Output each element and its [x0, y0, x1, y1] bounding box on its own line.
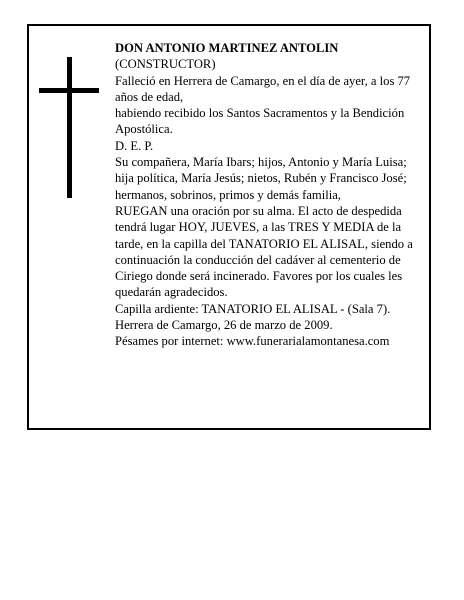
family-list: Su compañera, María Ibars; hijos, Antonio y María Luisa; hija política, María Jesús; nietos, Rubén y Francisco José; hermanos, sobrinos, primos y demás familia, [115, 155, 407, 202]
obituary-notice [27, 24, 431, 430]
condolences-line: Pésames por internet: www.funerarialamontanesa.com [115, 334, 390, 349]
cross-vertical-bar [67, 57, 72, 198]
rest-in-peace: D. E. P. [115, 138, 154, 153]
latin-cross-icon [39, 57, 99, 198]
chapel-line: Capilla ardiente: TANATORIO EL ALISAL - (Sala 7). [115, 301, 391, 316]
deceased-name: DON ANTONIO MARTINEZ ANTOLIN [115, 41, 339, 55]
place-date-line: Herrera de Camargo, 26 de marzo de 2009. [115, 318, 333, 333]
funeral-details: RUEGAN una oración por su alma. El acto de despedida tendrá lugar HOY, JUEVES, a las TRES Y MEDIA de la tarde, en la capilla del TANATORIO EL ALISAL, siendo a continuación la conducción del cadáver al cementerio de Ciriego donde será incinerado. Favores por los cuales les quedarán agradecidos. [115, 203, 413, 300]
occupation-line: (CONSTRUCTOR) [115, 57, 216, 72]
death-announcement: Falleció en Herrera de Camargo, en el día de ayer, a los 77 años de edad, [115, 73, 411, 104]
obituary-text [115, 40, 427, 350]
cross-horizontal-bar [39, 88, 99, 93]
sacraments-line: habiendo recibido los Santos Sacramentos y la Bendición Apostólica. [115, 106, 405, 137]
